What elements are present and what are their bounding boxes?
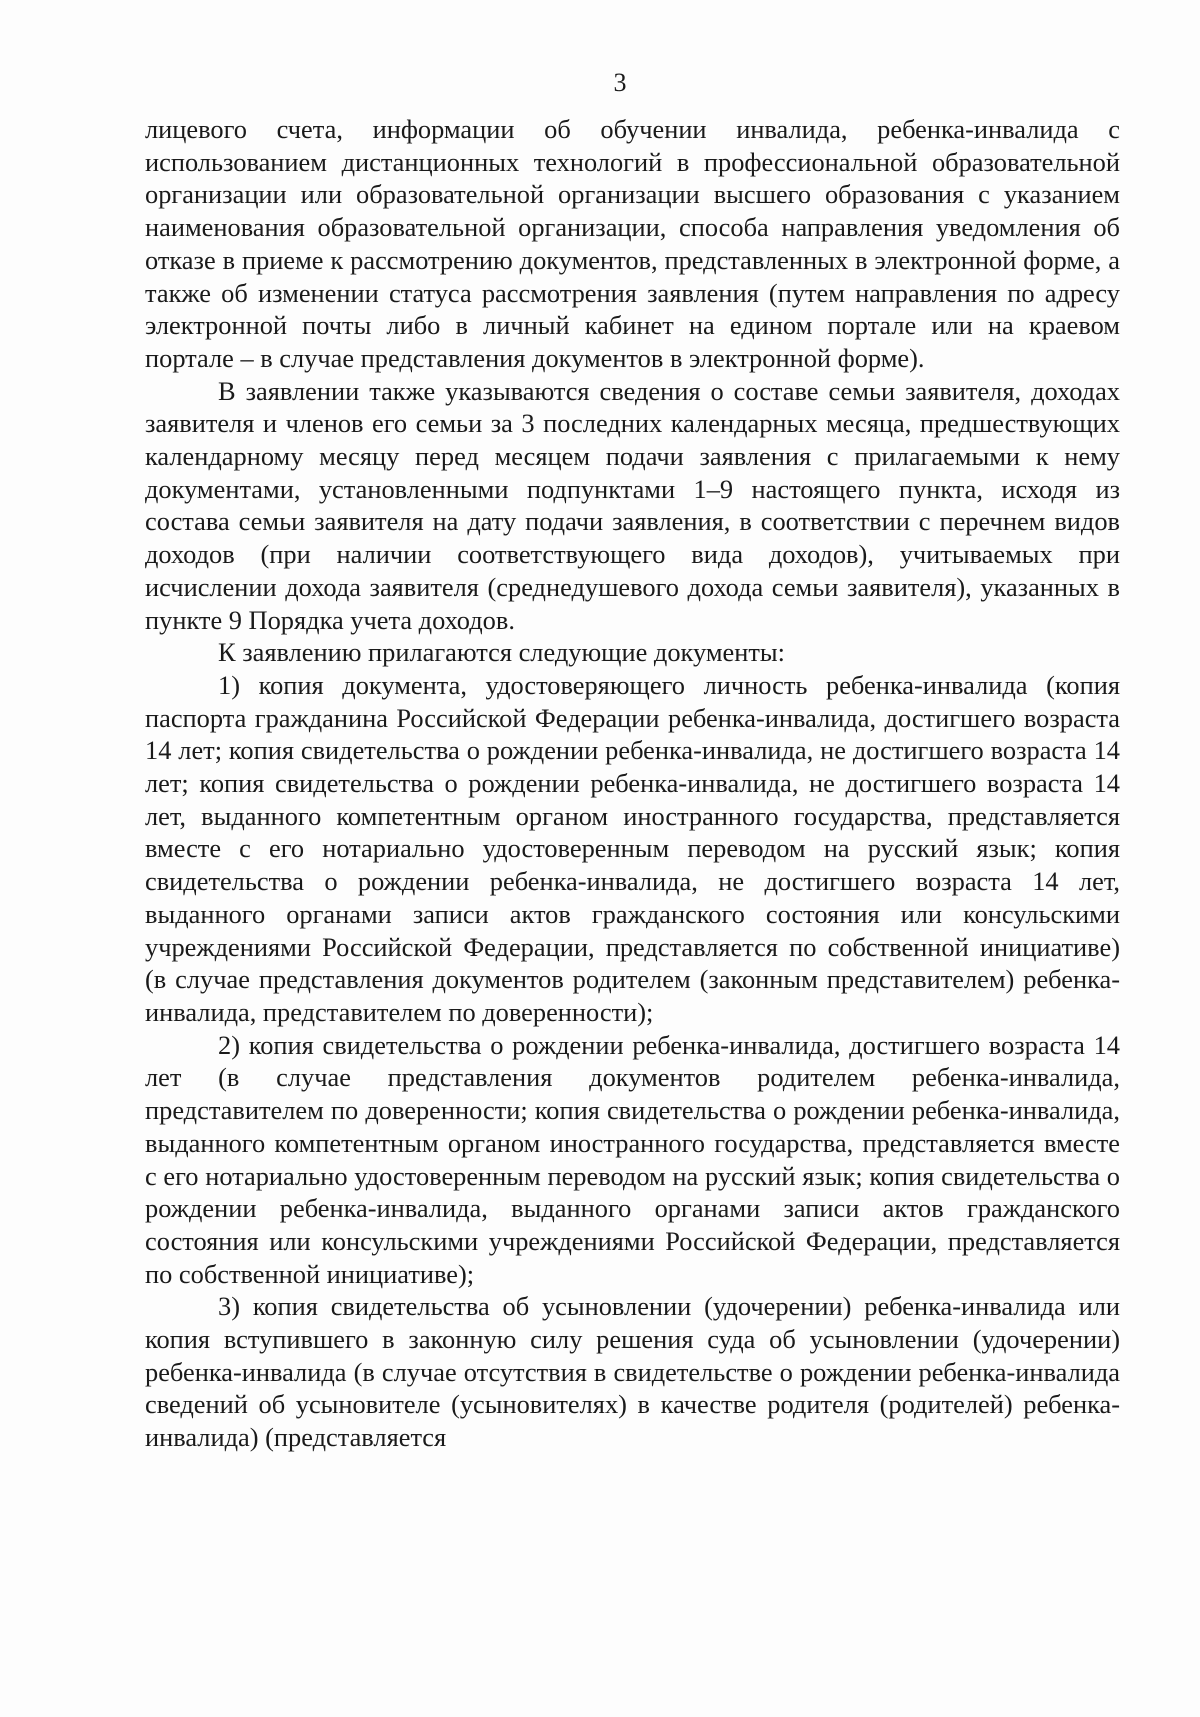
paragraph-application-details: лицевого счета, информации об обучении инвалида, ребенка-инвалида с использованием дистанционных технологий в профессиональной образовательной организации или образовательной организации высшего образования с указанием наименования образовательной организации, способа направления уведомления об отказе в приеме к рассмотрению документов, представленных в электронной форме, а также об изменении статуса рассмотрения заявления (путем направления по адресу электронной почты либо в личный кабинет на едином портале или на краевом портале – в случае представления документов в электронной форме). — [145, 114, 1120, 373]
list-item-2-birth-certificate: 2) копия свидетельства о рождении ребенка-инвалида, достигшего возраста 14 лет (в случае представления документов родителем ребенка-инвалида, представителем по доверенности; копия свидетельства о рождении ребенка-инвалида, выданного компетентным органом иностранного государства, представляется вместе с его нотариально удостоверенным переводом на русский язык; копия свидетельства о рождении ребенка-инвалида, выданного органами записи актов гражданского состояния или консульскими учреждениями Российской Федерации, представляется по собственной инициативе); — [145, 1029, 1120, 1289]
page-number: 3 — [613, 68, 627, 97]
list-item-1-identity-document: 1) копия документа, удостоверяющего личность ребенка-инвалида (копия паспорта гражданина Российской Федерации ребенка-инвалида, достигшего возраста 14 лет; копия свидетельства о рождении ребенка-инвалида, не достигшего возраста 14 лет; копия свидетельства о рождении ребенка-инвалида, не достигшего возраста 14 лет, выданного компетентным органом иностранного государства, представляется вместе с его нотариально удостоверенным переводом на русский язык; копия свидетельства о рождении ребенка-инвалида, не достигшего возраста 14 лет, выданного органами записи актов гражданского состояния или консульскими учреждениями Российской Федерации, представляется по собственной инициативе) (в случае представления документов родителем (законным представителем) ребенка-инвалида, представителем по доверенности); — [145, 669, 1120, 1027]
document-body — [145, 113, 1120, 1454]
list-item-3-adoption-certificate: 3) копия свидетельства об усыновлении (удочерении) ребенка-инвалида или копия вступившего в законную силу решения суда об усыновлении (удочерении) ребенка-инвалида (в случае отсутствия в свидетельстве о рождении ребенка-инвалида сведений об усыновителе (усыновителях) в качестве родителя (родителей) ребенка-инвалида) (представляется — [145, 1291, 1120, 1453]
paragraph-family-income: В заявлении также указываются сведения о составе семьи заявителя, доходах заявителя и членов его семьи за 3 последних календарных месяца, предшествующих календарному месяцу перед месяцем подачи заявления с прилагаемыми к нему документами, установленными подпунктами 1–9 настоящего пункта, исходя из состава семьи заявителя на дату подачи заявления, в соответствии с перечнем видов доходов (при наличии соответствующего вида доходов), учитываемых при исчислении дохода заявителя (среднедушевого дохода семьи заявителя), указанных в пункте 9 Порядка учета доходов. — [145, 375, 1120, 635]
paragraph-attached-documents-intro: К заявлению прилагаются следующие документы: — [218, 637, 785, 668]
